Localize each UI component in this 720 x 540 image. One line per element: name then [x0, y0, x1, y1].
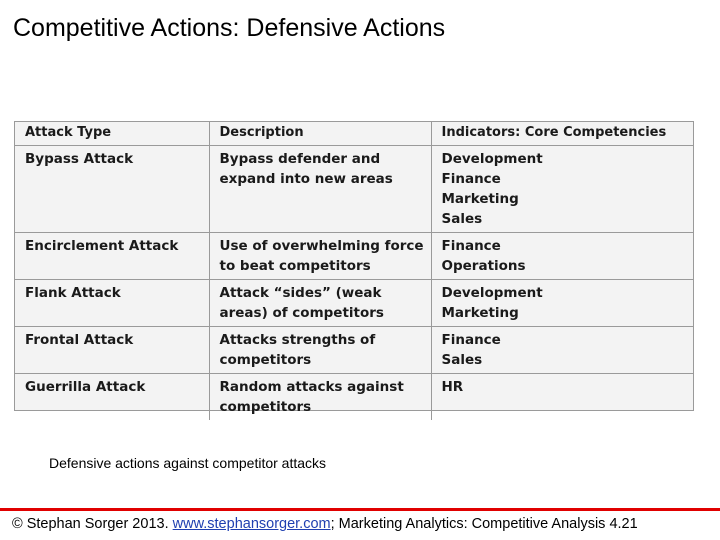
description-cell — [209, 146, 431, 233]
slide-title: Competitive Actions: Defensive Actions — [13, 14, 446, 42]
table-row — [15, 327, 693, 374]
website-link[interactable]: www.stephansorger.com — [172, 516, 331, 532]
indicator-item: Finance — [441, 332, 501, 348]
copyright-text: © Stephan Sorger 2013. — [12, 516, 173, 532]
header-indicators: Indicators: Core Competencies — [431, 122, 693, 146]
table-header-row — [15, 122, 693, 146]
indicator-item: Finance — [441, 238, 501, 254]
attack-type-cell: Guerrilla Attack — [15, 374, 209, 421]
indicator-item: Development — [441, 151, 543, 167]
attack-type-cell: Bypass Attack — [15, 146, 209, 233]
indicators-cell — [431, 327, 693, 374]
attack-table — [15, 122, 693, 420]
footer-rule — [0, 508, 720, 511]
footer — [12, 516, 638, 532]
description-line: Bypass defender and — [219, 151, 381, 167]
attack-type-cell: Frontal Attack — [15, 327, 209, 374]
table-row — [15, 280, 693, 327]
indicator-item: Marketing — [441, 305, 519, 321]
indicator-item: Sales — [441, 352, 483, 368]
description-line: Attacks strengths of — [219, 332, 376, 348]
indicators-cell — [431, 233, 693, 280]
indicator-item: Sales — [441, 211, 483, 227]
header-description: Description — [209, 122, 431, 146]
description-cell — [209, 280, 431, 327]
indicators-cell — [431, 374, 693, 421]
table-caption: Defensive actions against competitor attacks — [49, 455, 327, 471]
indicator-item: Marketing — [441, 191, 519, 207]
indicators-cell — [431, 146, 693, 233]
indicator-item: Operations — [441, 258, 526, 274]
description-line: areas) of competitors — [219, 305, 384, 321]
description-line: competitors — [219, 399, 312, 415]
description-line: Attack “sides” (weak — [219, 285, 382, 301]
attack-type-cell: Flank Attack — [15, 280, 209, 327]
attack-types-table — [14, 121, 694, 415]
description-line: competitors — [219, 352, 312, 368]
course-reference: ; Marketing Analytics: Competitive Analysis 4.21 — [330, 516, 638, 532]
description-cell — [209, 374, 431, 421]
header-attack-type: Attack Type — [15, 122, 209, 146]
attack-type-cell: Encirclement Attack — [15, 233, 209, 280]
description-line: expand into new areas — [219, 171, 393, 187]
description-cell — [209, 233, 431, 280]
indicator-item: Development — [441, 285, 543, 301]
indicators-cell — [431, 280, 693, 327]
description-line: Random attacks against — [219, 379, 404, 395]
table-row — [15, 233, 693, 280]
description-line: Use of overwhelming force — [219, 238, 424, 254]
table-row — [15, 374, 693, 421]
table-row — [15, 146, 693, 233]
description-cell — [209, 327, 431, 374]
description-line: to beat competitors — [219, 258, 371, 274]
indicator-item: Finance — [441, 171, 501, 187]
indicator-item: HR — [441, 379, 464, 395]
